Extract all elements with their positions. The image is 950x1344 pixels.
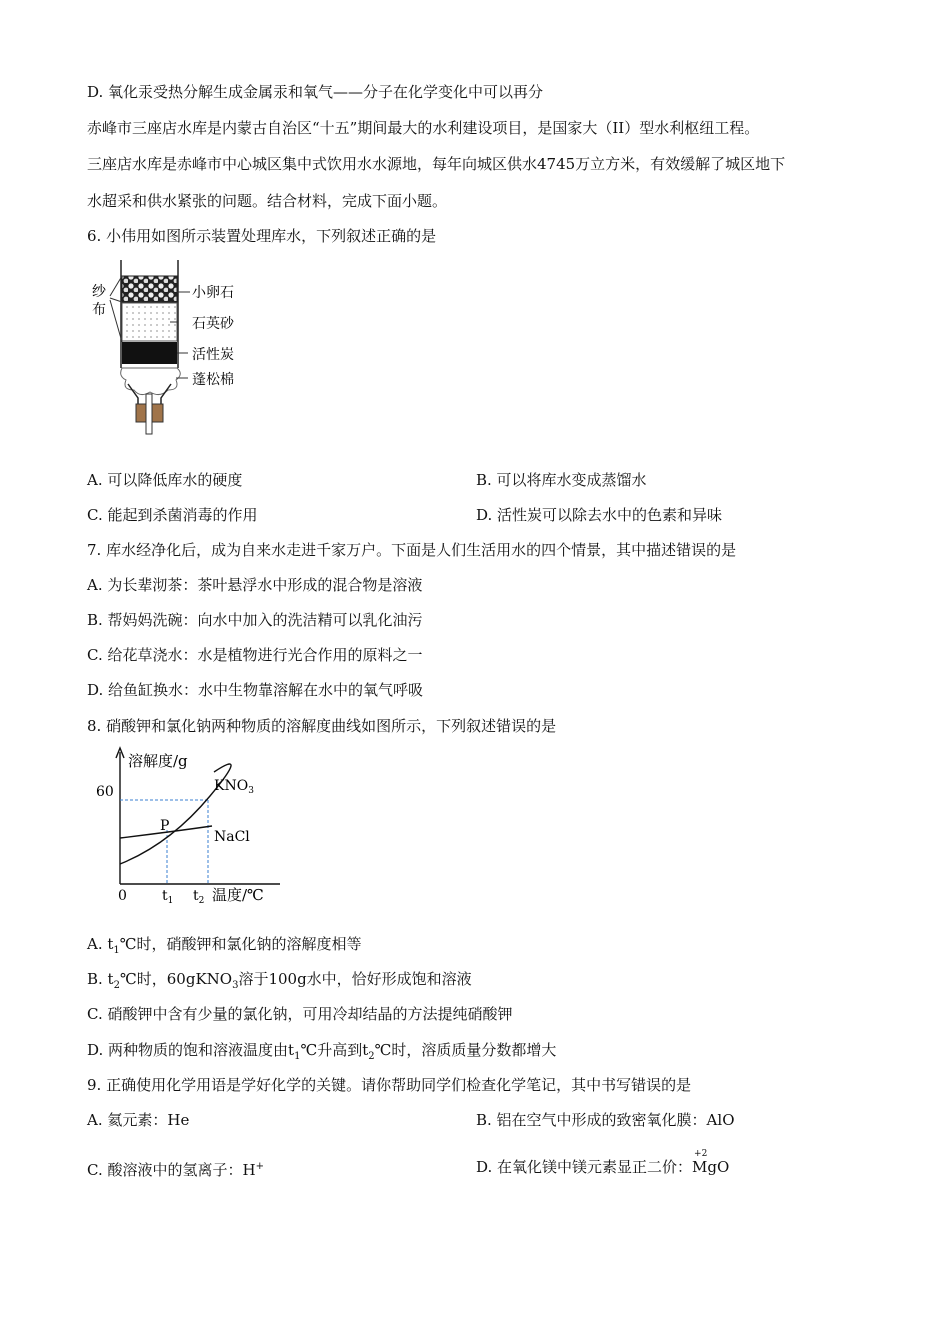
- quartz-label: 石英砂: [192, 316, 234, 332]
- y-tick-60: 60: [96, 784, 114, 800]
- origin-label: 0: [118, 888, 127, 904]
- y-axis-label: 溶解度/g: [128, 752, 188, 770]
- charge-annotation: +2: [694, 1149, 708, 1159]
- passage-line-1: 赤峰市三座店水库是内蒙古自治区“十五”期间最大的水利建设项目，是国家大（II）型水利枢纽工程。: [87, 119, 760, 137]
- q9-option-c: C. 酸溶液中的氢离子：H+: [87, 1161, 264, 1179]
- q6-stem: 6. 小伟用如图所示装置处理库水，下列叙述正确的是: [87, 227, 437, 245]
- point-p-label: P: [160, 818, 170, 834]
- q8-option-b: B. $t_2℃$时，60gKNO$_3$溶于100g水中，恰好形成饱和溶液: [87, 970, 472, 991]
- q8-option-d: D. 两种物质的饱和溶液温度由$t_1℃$升高到$t_2℃$时，溶质质量分数都增大: [87, 1041, 557, 1062]
- x-axis-label: 温度/℃: [212, 886, 264, 904]
- q7-option-b: B. 帮妈妈洗碗：向水中加入的洗洁精可以乳化油污: [87, 611, 423, 629]
- mgo-formula: MgO: [692, 1158, 730, 1176]
- passage-line-2: 三座店水库是赤峰市中心城区集中式饮用水水源地，每年向城区供水4745万立方米，有效缓解了城区地下: [87, 155, 786, 173]
- q8-option-a: A. $t_1℃$时，硝酸钾和氯化钠的溶解度相等: [87, 935, 362, 956]
- q6-option-d: D. 活性炭可以除去水中的色素和异味: [476, 506, 723, 524]
- q6-option-b: B. 可以将库水变成蒸馏水: [476, 471, 647, 489]
- q8-stem: 8. 硝酸钾和氯化钠两种物质的溶解度曲线如图所示，下列叙述错误的是: [87, 717, 557, 735]
- activated-carbon-layer: [122, 342, 177, 364]
- quartz-sand-layer: [122, 303, 177, 341]
- q7-option-a: A. 为长辈沏茶：茶叶悬浮水中形成的混合物是溶液: [87, 576, 423, 594]
- x-tick-t2: $t_2$: [193, 888, 205, 906]
- cotton-label: 蓬松棉: [192, 372, 234, 388]
- q6-option-c: C. 能起到杀菌消毒的作用: [87, 506, 258, 524]
- q8-option-c: C. 硝酸钾中含有少量的氯化钠，可用冷却结晶的方法提纯硝酸钾: [87, 1005, 513, 1023]
- solubility-chart: [90, 744, 290, 910]
- filter-apparatus-figure: [88, 256, 258, 438]
- gauze-label-2: 布: [92, 302, 106, 318]
- x-tick-t1: $t_1$: [162, 888, 174, 906]
- q7-option-c: C. 给花草浇水：水是植物进行光合作用的原料之一: [87, 646, 423, 664]
- q7-stem: 7. 库水经净化后，成为自来水走进千家万户。下面是人们生活用水的四个情景，其中描述错误的是: [87, 541, 737, 559]
- pebble-label: 小卵石: [192, 285, 234, 301]
- passage-line-3: 水超采和供水紧张的问题。结合材料，完成下面小题。: [87, 192, 448, 210]
- q7-option-d: D. 给鱼缸换水：水中生物靠溶解在水中的氧气呼吸: [87, 681, 424, 699]
- q9-option-b: B. 铝在空气中形成的致密氧化膜：AlO: [476, 1111, 735, 1129]
- gauze-label-1: 纱: [92, 284, 106, 300]
- pebble-layer: [122, 276, 177, 302]
- q9-option-a: A. 氦元素：He: [87, 1111, 190, 1129]
- q9-stem: 9. 正确使用化学用语是学好化学的关键。请你帮助同学们检查化学笔记，其中书写错误的是: [87, 1076, 692, 1094]
- q6-option-a: A. 可以降低库水的硬度: [87, 471, 243, 489]
- cotton-layer: [121, 368, 181, 395]
- q9-option-d: D. 在氧化镁中镁元素显正二价： +2 MgO: [476, 1157, 729, 1177]
- q5-option-d: D. 氧化汞受热分解生成金属汞和氧气——分子在化学变化中可以再分: [87, 83, 544, 101]
- carbon-label: 活性炭: [192, 347, 234, 363]
- kno3-label: $KNO_3$: [214, 778, 254, 796]
- nacl-label: NaCl: [214, 829, 250, 845]
